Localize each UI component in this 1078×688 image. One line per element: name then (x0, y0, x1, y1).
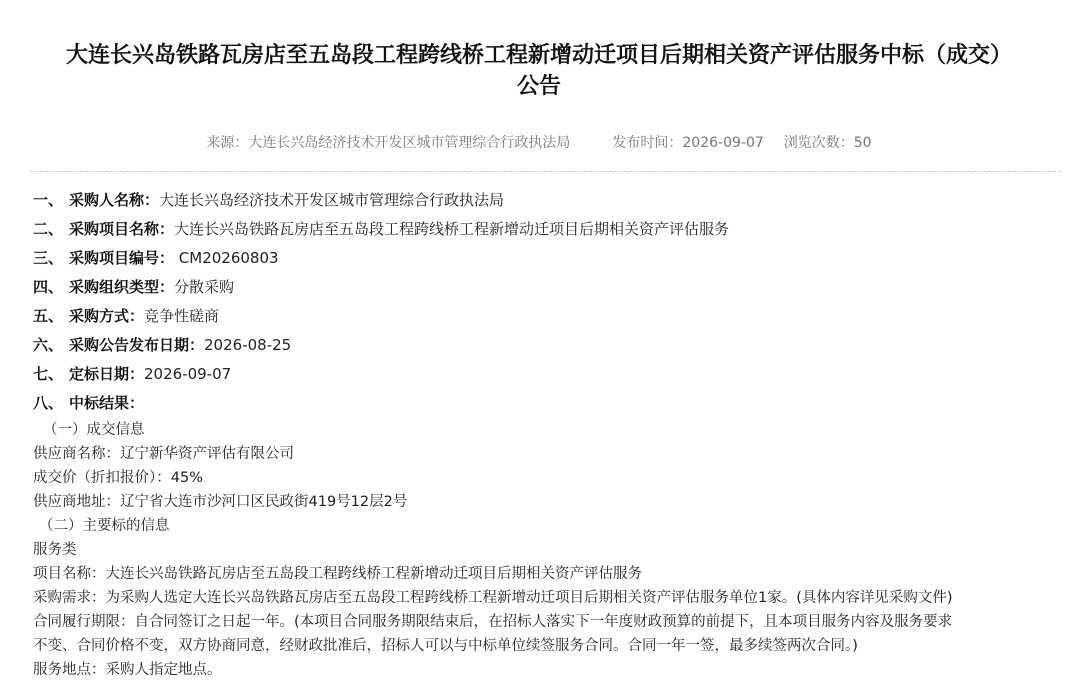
section-label: 采购组织类型： (69, 278, 175, 296)
section-label: 采购方式： (69, 307, 145, 325)
section-label: 采购公告发布日期： (69, 336, 205, 354)
supplier-address: 供应商地址：辽宁省大连市沙河口区民政街419号12层2号 (33, 494, 408, 510)
section-project-name (33, 215, 1063, 244)
section-number: 五、 (33, 307, 64, 325)
section-purchaser (33, 186, 1063, 215)
page-title (20, 40, 1058, 102)
section-value: 大连长兴岛经济技术开发区城市管理综合行政执法局 (159, 191, 505, 209)
section-value: 竞争性磋商 (144, 307, 220, 325)
section-number: 四、 (33, 278, 64, 296)
source-value: 大连长兴岛经济技术开发区城市管理综合行政执法局 (248, 135, 571, 151)
section-number: 七、 (33, 365, 64, 383)
section-label: 中标结果： (69, 394, 145, 412)
publish-date-label: 发布时间： (612, 135, 683, 151)
page-title-line1: 大连长兴岛铁路瓦房店至五岛段工程跨线桥工程新增动迁项目后期相关资产评估服务中标（成交） (65, 43, 1012, 68)
view-count-label: 浏览次数： (783, 135, 854, 151)
article-body (33, 186, 1063, 682)
section-value: CM20260803 (174, 249, 279, 267)
section-value: 分散采购 (174, 278, 235, 296)
subject-category: 服务类 (33, 542, 77, 558)
section-number: 八、 (33, 394, 64, 412)
view-count-value: 50 (853, 135, 872, 151)
subheading-main-subject: （二）主要标的信息 (39, 518, 170, 534)
section-label: 采购人名称： (69, 191, 160, 209)
section-award-result (33, 389, 1063, 418)
section-project-number (33, 244, 1063, 273)
subheading-deal-info: （一）成交信息 (43, 422, 145, 438)
section-number: 二、 (33, 220, 64, 238)
source-label: 来源： (206, 135, 249, 151)
section-value: 大连长兴岛铁路瓦房店至五岛段工程跨线桥工程新增动迁项目后期相关资产评估服务 (174, 220, 730, 238)
supplier-name: 供应商名称：辽宁新华资产评估有限公司 (33, 446, 294, 462)
contract-term-line1: 合同履行期限：自合同签订之日起一年。(本项目合同服务期限结束后，在招标人落实下一年度财政预算的前提下，且本项目服务内容及服务要求 (33, 614, 953, 630)
section-organization-type (33, 273, 1063, 302)
section-award-date (33, 360, 1063, 389)
section-number: 六、 (33, 336, 64, 354)
meta-divider (30, 171, 1061, 172)
section-number: 一、 (33, 191, 64, 209)
section-value: 2026-08-25 (204, 336, 292, 354)
subject-project-name: 项目名称：大连长兴岛铁路瓦房店至五岛段工程跨线桥工程新增动迁项目后期相关资产评估服务 (33, 566, 642, 582)
section-number: 三、 (33, 249, 64, 267)
section-procurement-method (33, 302, 1063, 331)
section-label: 采购项目名称： (69, 220, 175, 238)
publish-date-value: 2026-09-07 (682, 135, 764, 151)
deal-price: 成交价（折扣报价）：45% (33, 470, 203, 486)
section-announcement-date (33, 331, 1063, 360)
section-label: 采购项目编号： (69, 249, 175, 267)
article-meta (0, 132, 1078, 152)
section-value: 2026-09-07 (144, 365, 232, 383)
procurement-demand: 采购需求：为采购人选定大连长兴岛铁路瓦房店至五岛段工程跨线桥工程新增动迁项目后期相关资产评估服务单位1家。(具体内容详见采购文件) (33, 590, 953, 606)
service-location: 服务地点：采购人指定地点。 (33, 662, 222, 678)
section-label: 定标日期： (69, 365, 145, 383)
contract-term-line2: 不变、合同价格不变，双方协商同意，经财政批准后，招标人可以与中标单位续签服务合同。合同一年一签，最多续签两次合同。) (33, 638, 858, 654)
page-title-line2: 公告 (516, 74, 561, 99)
